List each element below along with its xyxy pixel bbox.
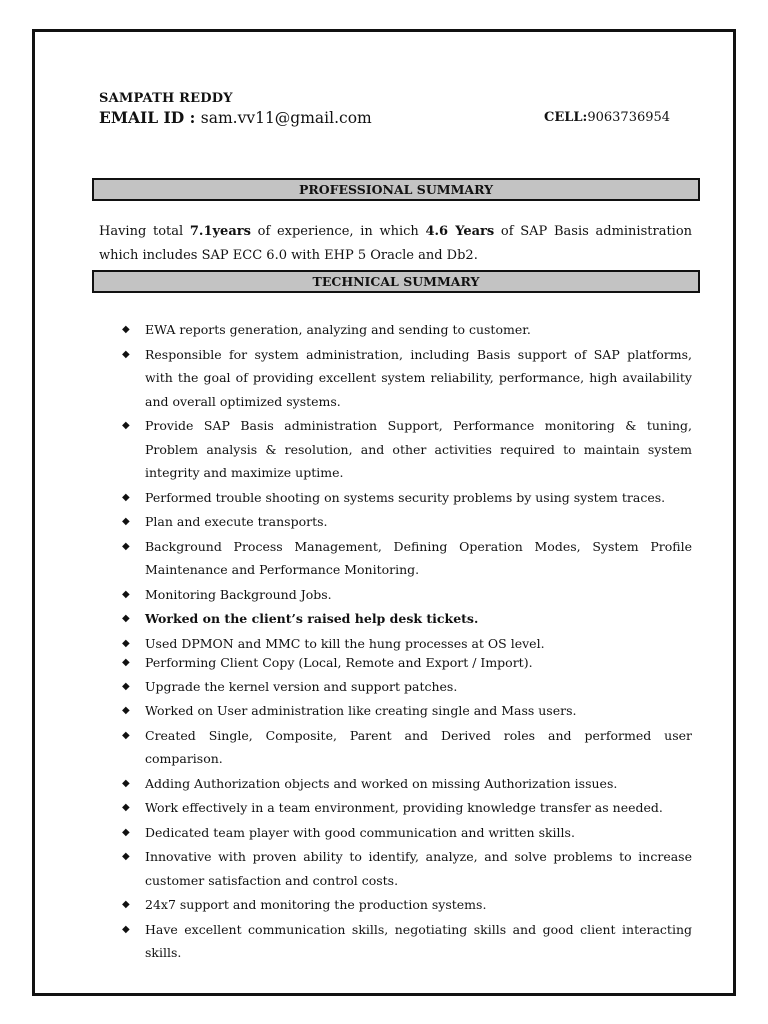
professional-summary-heading: PROFESSIONAL SUMMARY xyxy=(92,178,700,201)
professional-summary-text: Having total 7.1years of experience, in which 4.6 Years of SAP Basis administration which includes SAP ECC 6.0 with EHP 5 Oracle and Db2. xyxy=(99,224,693,263)
cell-value: 9063736954 xyxy=(587,110,671,125)
list-item: ◆ Worked on User administration like creating single and Mass users. xyxy=(99,699,692,723)
list-item: ◆ Adding Authorization objects and worked on missing Authorization issues. xyxy=(99,772,692,796)
email-label: EMAIL ID : xyxy=(99,108,201,127)
diamond-bullet-icon: ◆ xyxy=(122,802,130,813)
diamond-bullet-icon: ◆ xyxy=(122,637,130,649)
list-item: ◆ Monitoring Background Jobs. xyxy=(99,583,692,607)
diamond-bullet-icon: ◆ xyxy=(122,613,130,624)
diamond-bullet-icon: ◆ xyxy=(122,923,130,935)
diamond-bullet-icon: ◆ xyxy=(122,680,130,692)
diamond-bullet-icon: ◆ xyxy=(122,588,130,600)
list-item: ◆ Innovative with proven ability to identify, analyze, and solve problems to increase customer satisfaction and control costs. xyxy=(99,845,692,892)
diamond-bullet-icon: ◆ xyxy=(122,348,130,360)
sap-years: 4.6 Years xyxy=(425,224,495,239)
diamond-bullet-icon: ◆ xyxy=(122,851,130,862)
diamond-bullet-icon: ◆ xyxy=(122,777,130,789)
technical-summary-list xyxy=(99,318,692,965)
cell-label: CELL: xyxy=(544,110,588,125)
diamond-bullet-icon: ◆ xyxy=(122,491,130,503)
email-value: sam.vv11@gmail.com xyxy=(200,109,372,127)
list-item: ◆ Used DPMON and MMC to kill the hung processes at OS level. xyxy=(122,635,545,651)
candidate-name: SAMPATH REDDY xyxy=(99,91,233,106)
diamond-bullet-icon: ◆ xyxy=(122,826,130,838)
diamond-bullet-icon: ◆ xyxy=(122,899,130,910)
email-row xyxy=(99,108,372,127)
list-item: ◆ Work effectively in a team environment, providing knowledge transfer as needed. xyxy=(99,796,692,820)
list-item: ◆ Performing Client Copy (Local, Remote and Export / Import). xyxy=(122,654,533,670)
list-item: ◆ Provide SAP Basis administration Support, Performance monitoring & tuning, Problem analysis & resolution, and other activities required to maintain system integrity and maximize uptime. xyxy=(99,414,692,485)
total-years: 7.1years xyxy=(189,224,251,239)
list-item: ◆ Have excellent communication skills, negotiating skills and good client interacting skills. xyxy=(99,918,692,965)
diamond-bullet-icon: ◆ xyxy=(122,516,130,527)
diamond-bullet-icon: ◆ xyxy=(122,420,130,431)
list-item: ◆ Worked on the client’s raised help desk tickets. xyxy=(99,607,692,631)
list-item: ◆ Dedicated team player with good communication and written skills. xyxy=(99,821,692,845)
list-item: ◆ Responsible for system administration, including Basis support of SAP platforms, with the goal of providing excellent system reliability, performance, high availability and overall optimized systems. xyxy=(99,343,692,414)
list-item: ◆ Created Single, Composite, Parent and Derived roles and performed user comparison. xyxy=(99,724,692,771)
technical-summary-heading: TECHNICAL SUMMARY xyxy=(92,270,700,293)
diamond-bullet-icon: ◆ xyxy=(122,324,130,335)
list-item: ◆ Performed trouble shooting on systems security problems by using system traces. xyxy=(99,486,692,510)
cell-row xyxy=(544,110,670,125)
list-item: ◆ EWA reports generation, analyzing and sending to customer. xyxy=(99,318,692,342)
list-item: ◆ 24x7 support and monitoring the production systems. xyxy=(99,893,692,917)
diamond-bullet-icon: ◆ xyxy=(122,656,130,668)
list-item: ◆ Background Process Management, Defining Operation Modes, System Profile Maintenance and Performance Monitoring. xyxy=(99,535,692,582)
list-item: ◆ Upgrade the kernel version and support patches. xyxy=(99,675,692,699)
diamond-bullet-icon: ◆ xyxy=(122,705,130,716)
list-item: ◆ Plan and execute transports. xyxy=(99,510,692,534)
diamond-bullet-icon: ◆ xyxy=(122,540,130,552)
diamond-bullet-icon: ◆ xyxy=(122,729,130,741)
